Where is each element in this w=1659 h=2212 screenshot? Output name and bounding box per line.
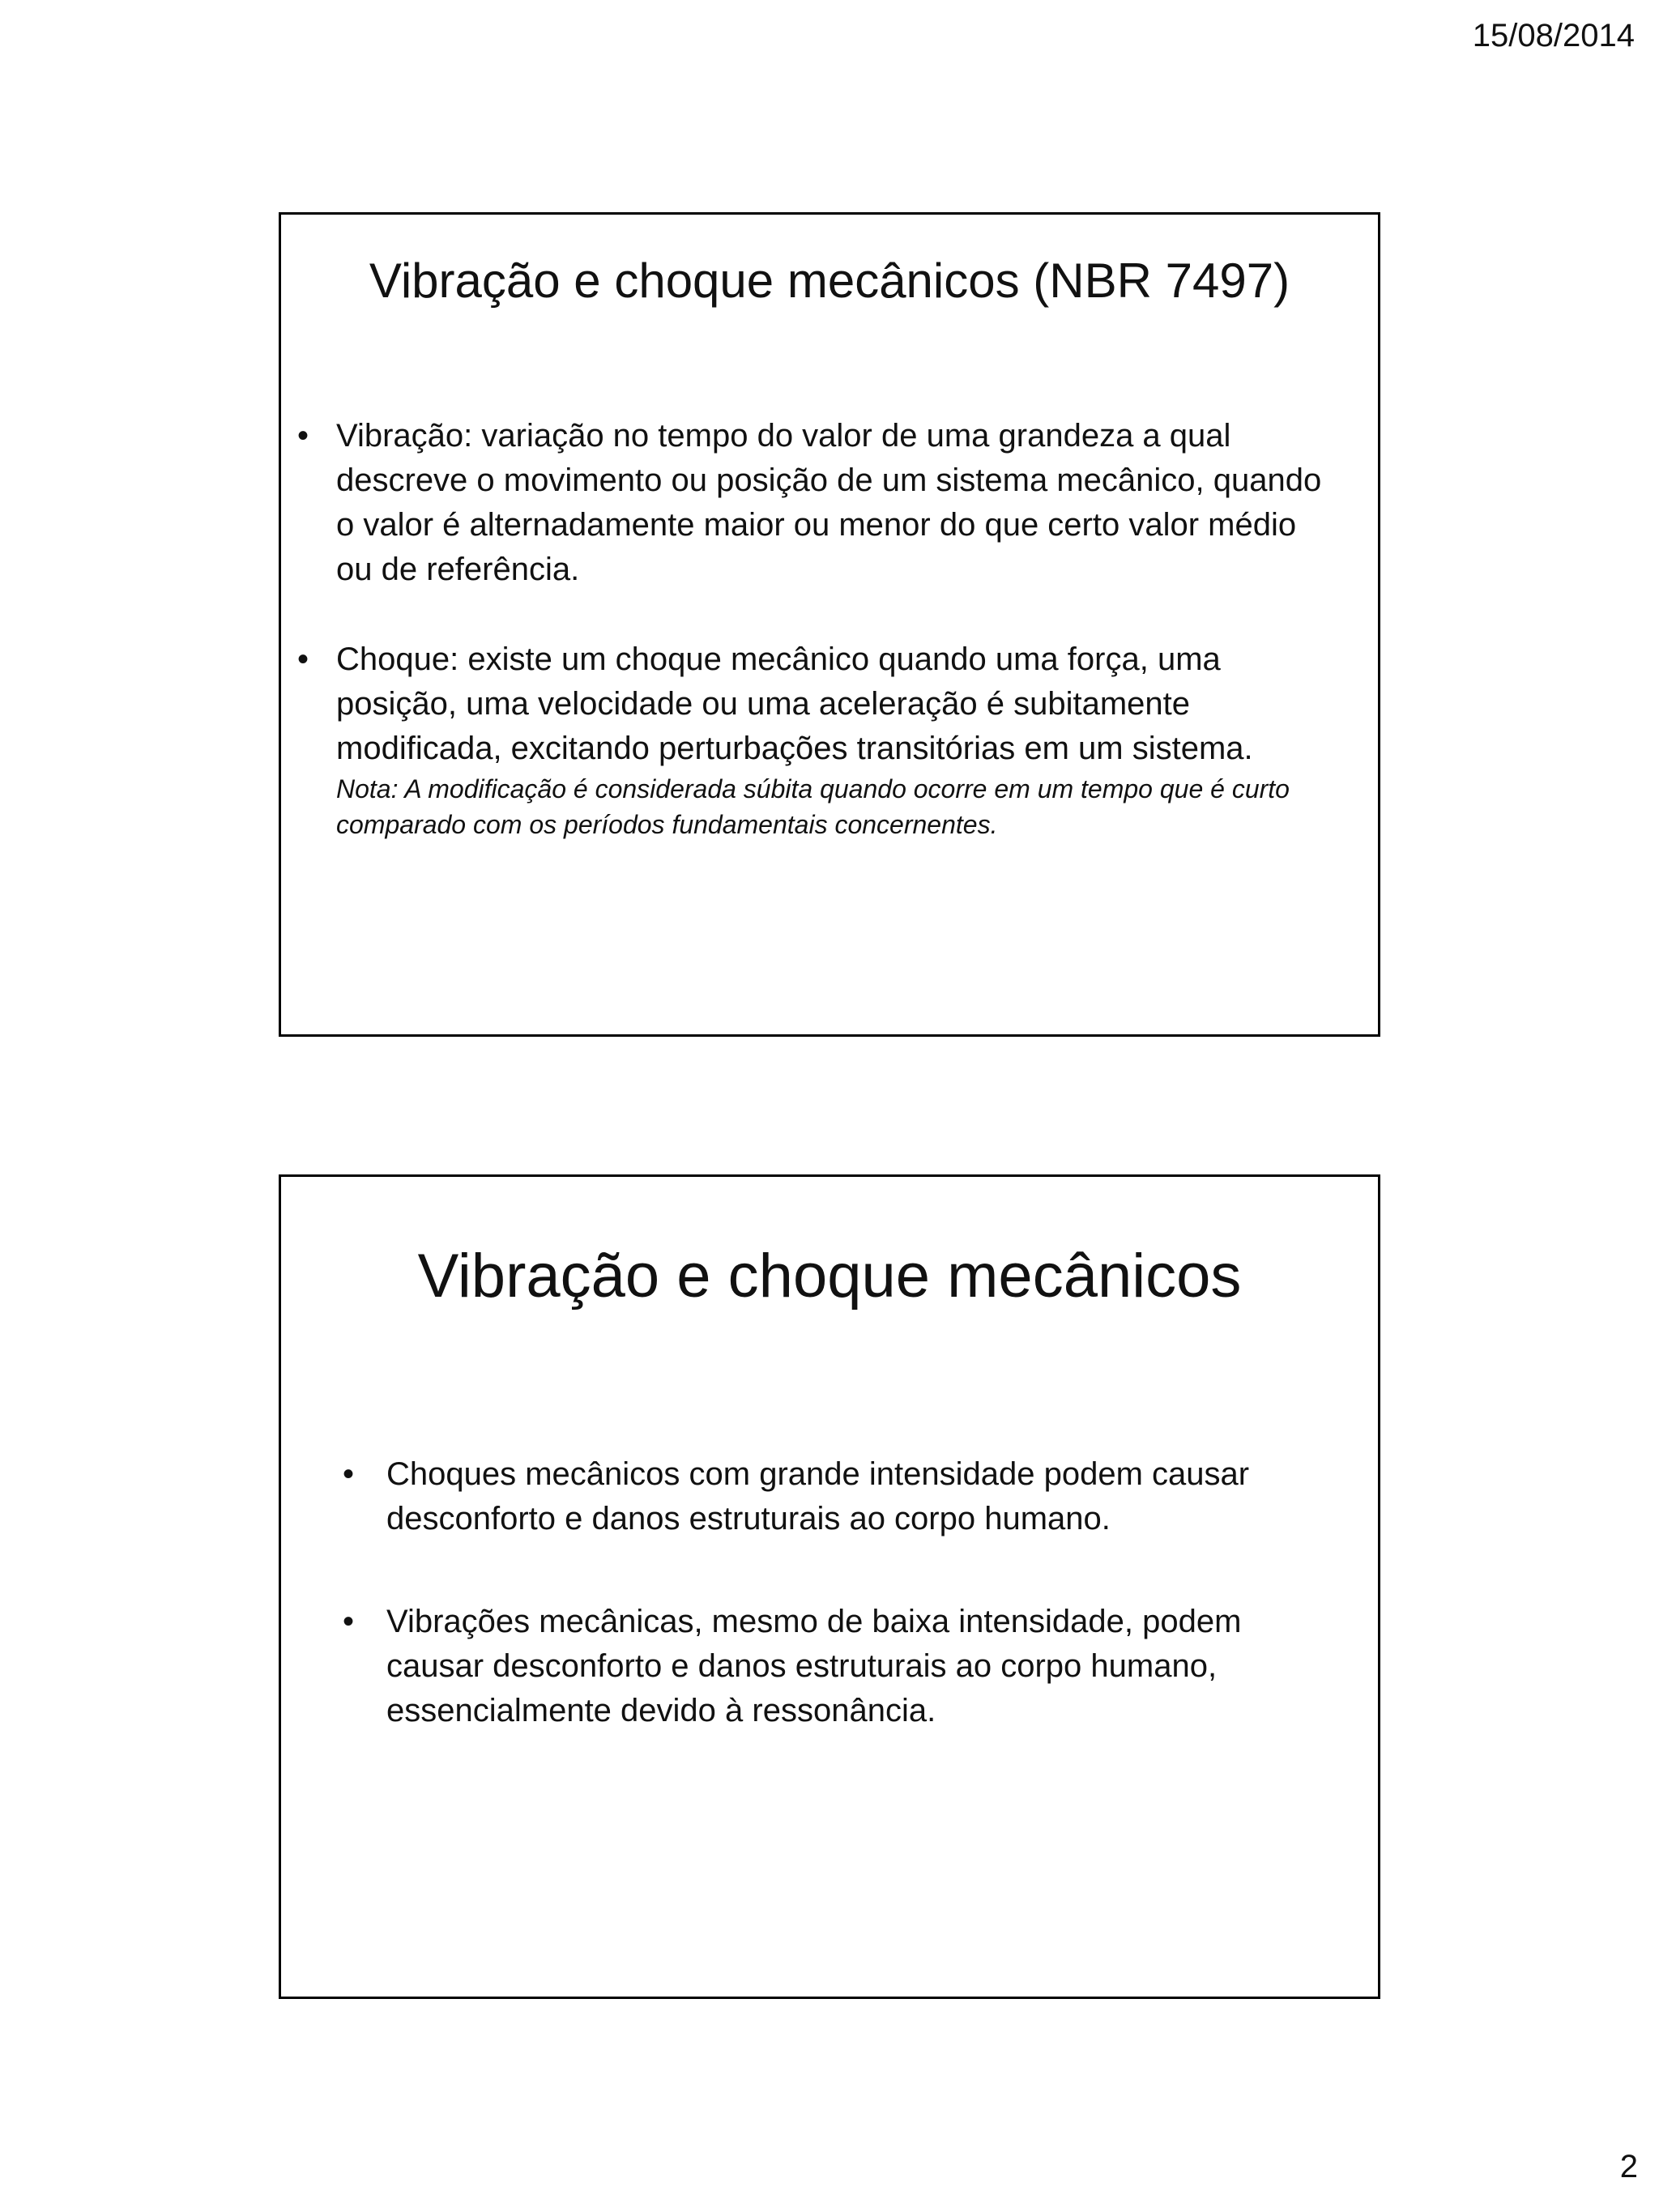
- slide-2: [279, 1174, 1380, 1999]
- page-date: 15/08/2014: [1472, 18, 1635, 53]
- slide-1-bullet-choque: [286, 637, 1329, 842]
- bullet-text: Choque: existe um choque mecânico quando uma força, uma posição, uma velocidade ou uma aceleração é subitamente modificada, excitando perturbações transitórias em um sistema.: [336, 641, 1253, 766]
- bullet-text: Vibração: variação no tempo do valor de uma grandeza a qual descreve o movimento ou posição de um sistema mecânico, quando o valor é alternadamente maior ou menor do que certo valor médio ou de referência.: [336, 418, 1322, 587]
- slide-1-bullet-list: [281, 414, 1329, 842]
- bullet-dot-icon: •: [297, 418, 309, 454]
- slide-2-bullet-choques: [281, 1452, 1297, 1541]
- bullet-dot-icon: •: [297, 641, 309, 677]
- bullet-note: Nota: A modificação é considerada súbita quando ocorre em um tempo que é curto comparado com os períodos fundamentais concernentes.: [336, 774, 1290, 839]
- slide-1-bullet-vibracao: [286, 414, 1329, 592]
- slide-2-bullet-vibracoes: [281, 1600, 1297, 1733]
- bullet-dot-icon: •: [343, 1604, 355, 1639]
- bullet-text: Choques mecânicos com grande intensidade podem causar desconforto e danos estruturais ao corpo humano.: [386, 1456, 1250, 1536]
- slide-2-bullet-list: [281, 1452, 1297, 1733]
- slide-2-title: Vibração e choque mecânicos: [417, 1242, 1242, 1311]
- slide-1: [279, 212, 1380, 1037]
- bullet-text: Vibrações mecânicas, mesmo de baixa intensidade, podem causar desconforto e danos estruturais ao corpo humano, essencialmente devido à ressonância.: [386, 1604, 1242, 1728]
- bullet-dot-icon: •: [343, 1456, 355, 1492]
- slide-1-title: Vibração e choque mecânicos (NBR 7497): [369, 254, 1290, 308]
- page-number: 2: [1619, 2149, 1638, 2184]
